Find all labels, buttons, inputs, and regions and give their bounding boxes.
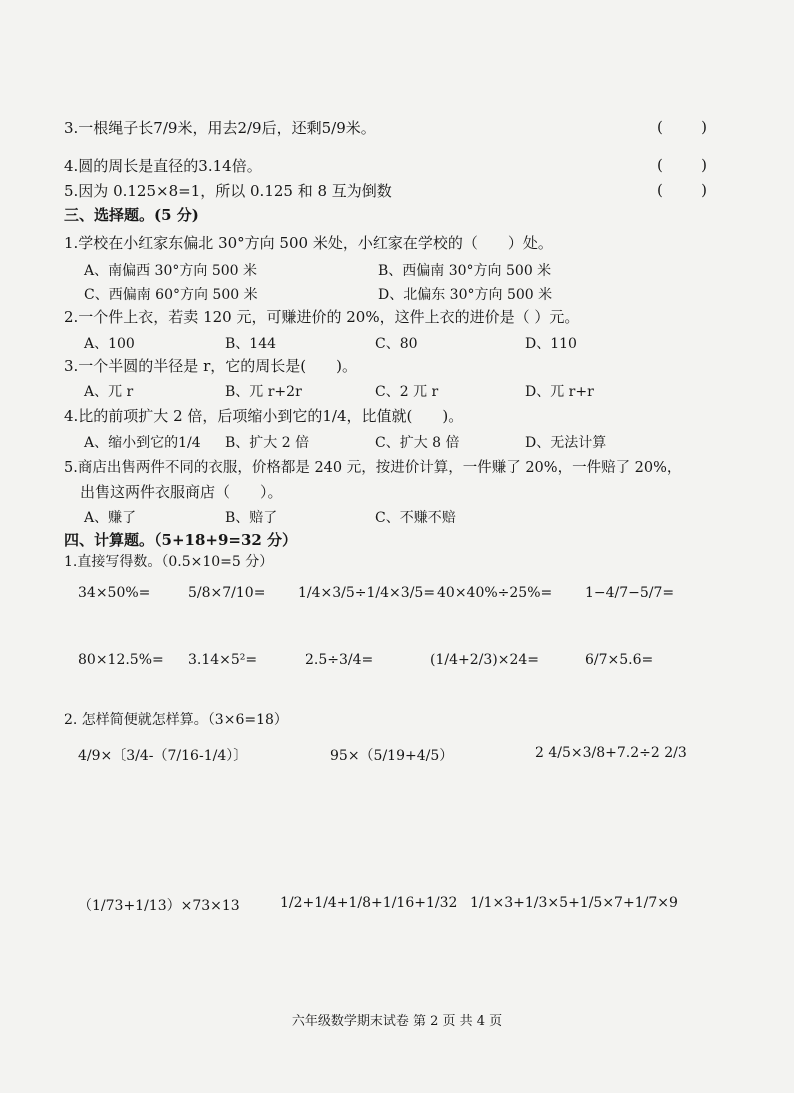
choice-q4-option-b[interactable]: B、扩大 2 倍 bbox=[225, 435, 310, 451]
choice-q2-option-d[interactable]: D、110 bbox=[525, 336, 577, 352]
calc1-row1-item4: 40×40%÷25%= bbox=[437, 585, 553, 601]
paren-open: ( bbox=[657, 181, 663, 199]
calc1-row2-item2: 3.14×5²= bbox=[188, 652, 258, 668]
choice-q5-option-c[interactable]: C、不赚不赔 bbox=[375, 510, 456, 526]
choice-q1-option-c[interactable]: C、西偏南 60°方向 500 米 bbox=[84, 287, 258, 303]
choice-q3-option-d[interactable]: D、兀 r+r bbox=[525, 384, 594, 400]
choice-q5-stem-line2: 出售这两件衣服商店（ ）。 bbox=[80, 483, 283, 501]
choice-q3-option-a[interactable]: A、兀 r bbox=[84, 384, 134, 400]
choice-q4-option-a[interactable]: A、缩小到它的1/4 bbox=[84, 435, 201, 451]
judge-q5: 5.因为 0.125×8=1，所以 0.125 和 8 互为倒数 bbox=[64, 182, 392, 200]
choice-q1-option-a[interactable]: A、南偏西 30°方向 500 米 bbox=[84, 263, 257, 279]
choice-q4-stem: 4.比的前项扩大 2 倍，后项缩小到它的1/4，比值就( )。 bbox=[64, 407, 464, 425]
choice-q2-option-a[interactable]: A、100 bbox=[84, 336, 135, 352]
choice-q2-option-b[interactable]: B、144 bbox=[225, 336, 277, 352]
calc2-row1-item3: 2 4/5×3/8+7.2÷2 2/3 bbox=[535, 745, 687, 761]
paren-open: ( bbox=[657, 118, 663, 136]
calc1-row2-item4: (1/4+2/3)×24= bbox=[430, 652, 539, 668]
answer-paren-q3[interactable] bbox=[657, 118, 707, 136]
calc1-row2-item3: 2.5÷3/4= bbox=[305, 652, 374, 668]
paren-close: ) bbox=[701, 181, 707, 199]
choice-q1-stem: 1.学校在小红家东偏北 30°方向 500 米处，小红家在学校的（ ）处。 bbox=[64, 234, 553, 252]
calc2-row2-item2: 1/2+1/4+1/8+1/16+1/32 bbox=[280, 895, 458, 911]
choice-q3-option-c[interactable]: C、2 兀 r bbox=[375, 384, 439, 400]
calc1-row1-item3: 1/4×3/5÷1/4×3/5= bbox=[298, 585, 436, 601]
calc2-row1-item1: 4/9×〔3/4-（7/16-1/4）〕 bbox=[78, 748, 248, 764]
choice-q4-option-d[interactable]: D、无法计算 bbox=[525, 435, 607, 451]
choice-q1-option-d[interactable]: D、北偏东 30°方向 500 米 bbox=[378, 287, 553, 303]
choice-q3-stem: 3.一个半圆的半径是 r，它的周长是( )。 bbox=[64, 357, 357, 375]
choice-q1-option-b[interactable]: B、西偏南 30°方向 500 米 bbox=[378, 263, 552, 279]
paren-close: ) bbox=[701, 118, 707, 136]
calc1-row2-item1: 80×12.5%= bbox=[78, 652, 164, 668]
calc2-row2-item3: 1/1×3+1/3×5+1/5×7+1/7×9 bbox=[470, 895, 678, 911]
judge-q3: 3.一根绳子长7/9米，用去2/9后，还剩5/9米。 bbox=[64, 119, 376, 137]
section4-title: 四、计算题。（5+18+9=32 分） bbox=[64, 531, 298, 549]
paren-open: ( bbox=[657, 156, 663, 174]
calc-part2-title: 2. 怎样简便就怎样算。（3×6=18） bbox=[64, 712, 288, 728]
calc1-row2-item5: 6/7×5.6= bbox=[585, 652, 654, 668]
choice-q3-option-b[interactable]: B、兀 r+2r bbox=[225, 384, 302, 400]
calc2-row1-item2: 95×（5/19+4/5） bbox=[330, 748, 454, 764]
calc1-row1-item1: 34×50%= bbox=[78, 585, 151, 601]
calc2-row2-item1: （1/73+1/13）×73×13 bbox=[78, 898, 240, 914]
page-footer: 六年级数学期末试卷 第 2 页 共 4 页 bbox=[291, 1014, 503, 1029]
answer-paren-q5[interactable] bbox=[657, 181, 707, 199]
choice-q5-option-b[interactable]: B、赔了 bbox=[225, 510, 278, 526]
judge-q4: 4.圆的周长是直径的3.14倍。 bbox=[64, 157, 262, 175]
paren-close: ) bbox=[701, 156, 707, 174]
section3-title: 三、选择题。(5 分) bbox=[64, 206, 199, 224]
calc1-row1-item2: 5/8×7/10= bbox=[188, 585, 266, 601]
calc-part1-title: 1.直接写得数。（0.5×10=5 分） bbox=[64, 554, 274, 570]
choice-q4-option-c[interactable]: C、扩大 8 倍 bbox=[375, 435, 460, 451]
choice-q2-option-c[interactable]: C、80 bbox=[375, 336, 418, 352]
calc1-row1-item5: 1−4/7−5/7= bbox=[585, 585, 675, 601]
answer-paren-q4[interactable] bbox=[657, 156, 707, 174]
choice-q5-stem-line1: 5.商店出售两件不同的衣服，价格都是 240 元，按进价计算，一件赚了 20%，一件赔了 20%， bbox=[64, 460, 682, 476]
choice-q2-stem: 2.一个件上衣，若卖 120 元，可赚进价的 20%，这件上衣的进价是（ ）元。 bbox=[64, 308, 580, 326]
choice-q5-option-a[interactable]: A、赚了 bbox=[84, 510, 137, 526]
